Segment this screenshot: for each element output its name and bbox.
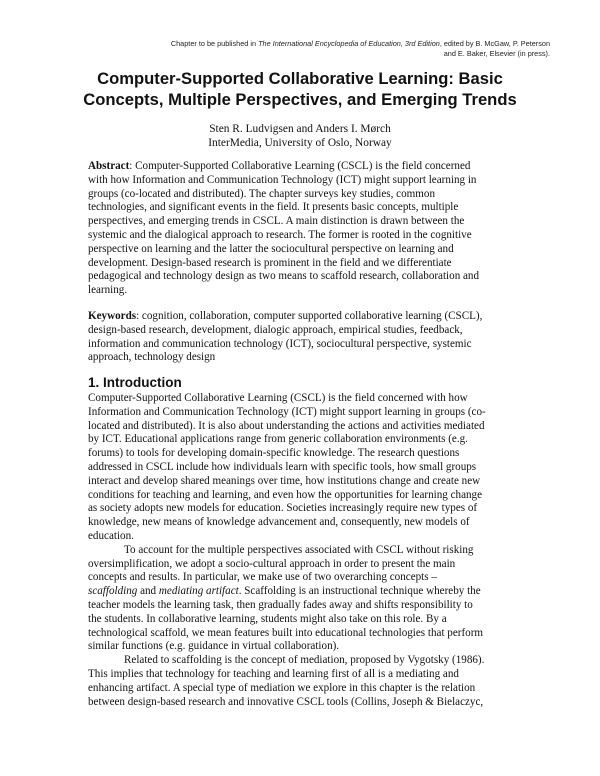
abstract-label: Abstract	[88, 160, 130, 172]
paper-title	[60, 68, 540, 110]
abstract: Abstract: Computer-Supported Collaborative Learning (CSCL) is the field concerned with how Information and Communication Technology (ICT) might support learning in groups (co-located and distributed). The chapter surveys key studies, common technologies, and significant events in the field. It presents basic concepts, multiple perspectives, and emerging trends in CSCL. A main distinction is drawn between the systemic and the dialogical approach to research. The former is rooted in the cognitive perspective on learning and the latter the sociocultural perspective on learning and development. Design-based research is prominent in the field and we differentiate pedagogical and technology design as two means to scaffold research, collaboration and learning.	[88, 160, 480, 297]
title-line-2: Concepts, Multiple Perspectives, and Emerging Trends	[83, 90, 517, 109]
introduction-body: Computer-Supported Collaborative Learning (CSCL) is the field concerned with how Information and Communication Technology (ICT) might support learning in groups (co- located and distributed). It is also about understanding the actions and activities mediated by ICT. Educational applications range from generic collaboration environments (e.g. forums) to tools for developing domain-specific knowledge. The research questions addressed in CSCL include how individuals learn with specific tools, how small groups interact and develop shared meanings over time, how institutions change and create new conditions for teaching and learning, and even how the opportunities for learning change as society adopts new models for education. Societies increasingly require new types of knowledge, new means of knowledge advancement and, consequently, new models of education. To account for the multiple perspectives associated with CSCL without risking oversimplification, we adopt a socio-cultural approach in order to present the main concepts and results. In particular, we make use of two overarching concepts – scaffolding and mediating artifact. Scaffolding is an instructional technique whereby the teacher models the learning task, then gradually fades away and shifts responsibility to the students. In collaborative learning, students might also take on this role. By a technological scaffold, we mean features built into educational technologies that perform similar functions (e.g. guidance in virtual collaboration). Related to scaffolding is the concept of mediation, proposed by Vygotsky (1986). This implies that technology for teaching and learning first of all is a mediating and enhancing artifact. A special type of mediation we explore in this chapter is the relation between design-based research and innovative CSCL tools (Collins, Joseph & Bielaczyc,	[88, 392, 486, 708]
author-names: Sten R. Ludvigsen and Anders I. Mørch	[209, 123, 391, 135]
keywords-label: Keywords	[88, 310, 137, 322]
publication-note: Chapter to be published in The International Encyclopedia of Education, 3rd Edition, edited by B. McGaw, P. Peterson and E. Baker, Elsevier (in press).	[170, 39, 550, 58]
author-affiliation: InterMedia, University of Oslo, Norway	[208, 137, 392, 149]
keywords: Keywords: cognition, collaboration, computer supported collaborative learning (CSCL), design-based research, development, dialogic approach, empirical studies, feedback, information and communication technology (ICT), sociocultural perspective, systemic approach, technology design	[88, 310, 483, 364]
term-mediating-artifact: mediating artifact	[158, 585, 239, 598]
section-heading-introduction: 1. Introduction	[88, 375, 182, 390]
author-block	[60, 122, 540, 150]
term-scaffolding: scaffolding	[88, 585, 138, 598]
title-line-1: Computer-Supported Collaborative Learning: Basic	[97, 69, 503, 88]
